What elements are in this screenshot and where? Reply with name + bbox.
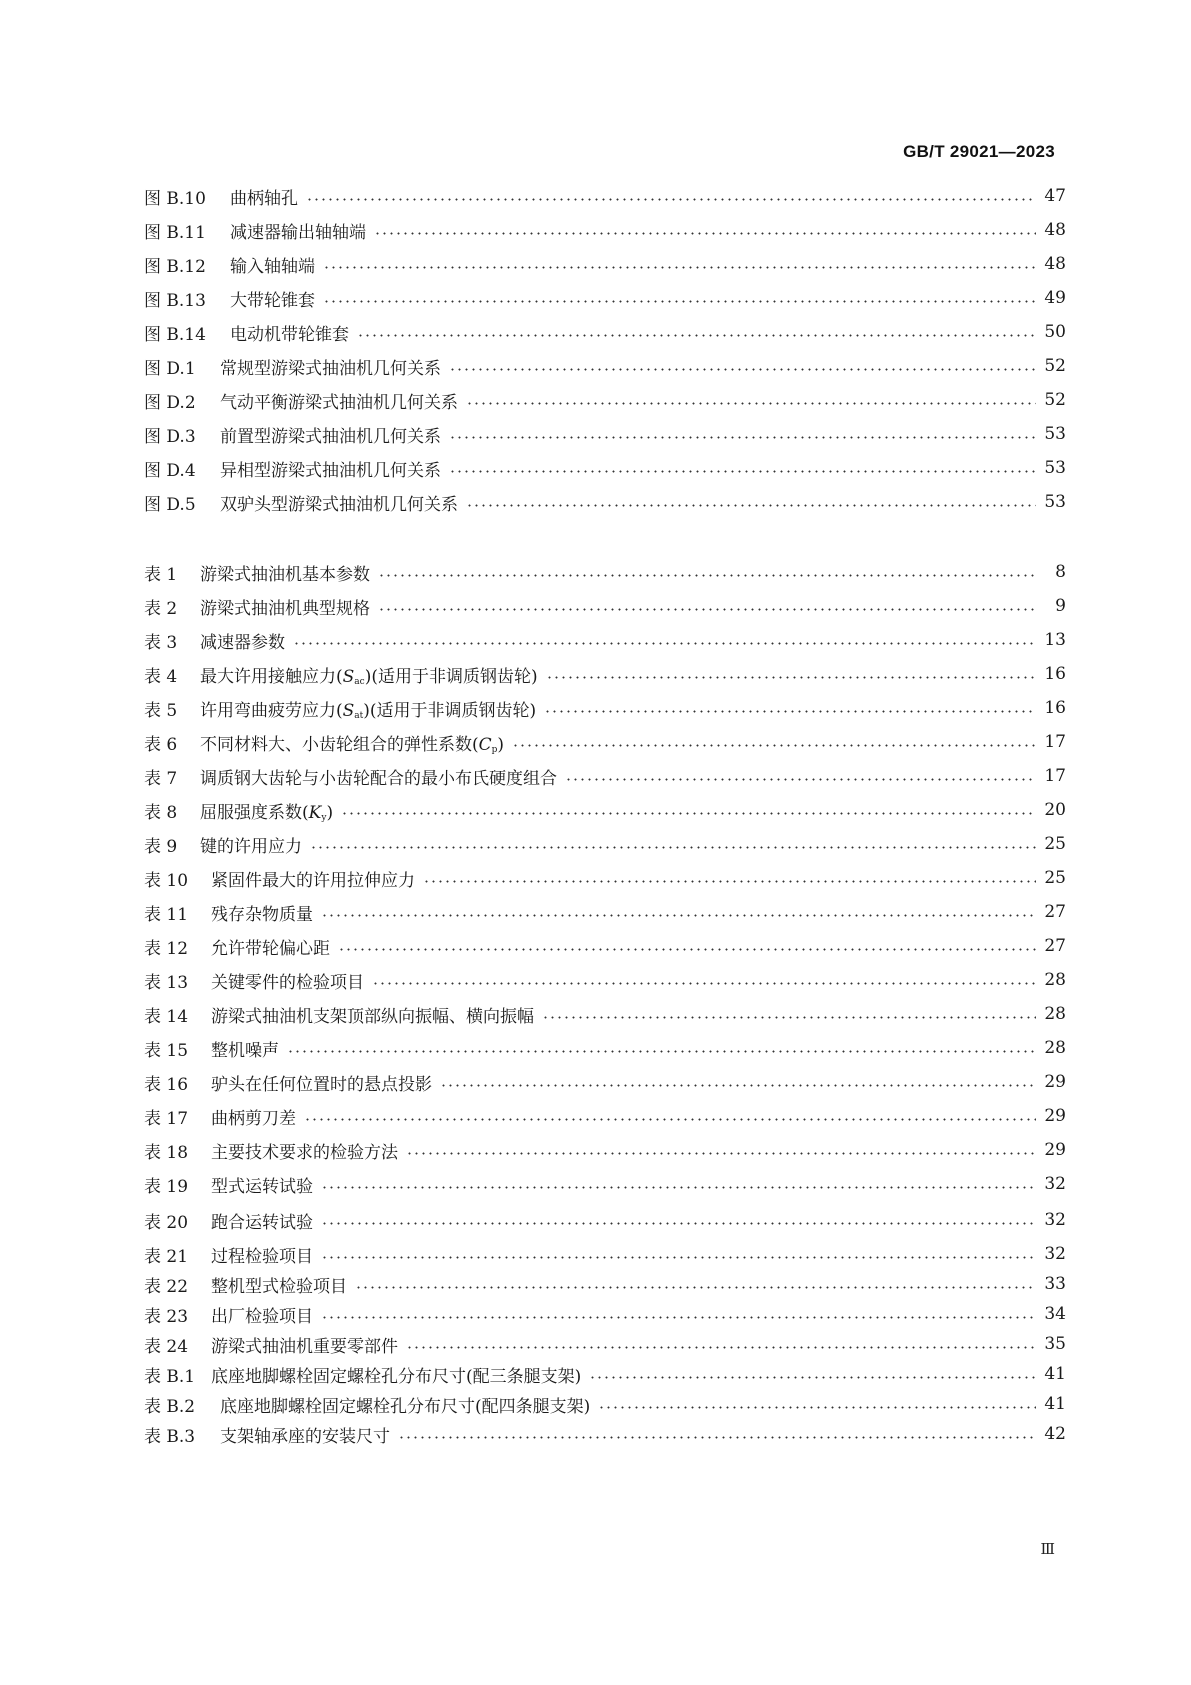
toc-entry[interactable]	[144, 594, 1066, 618]
toc-entry[interactable]	[144, 662, 1066, 686]
dot-leader	[466, 402, 1036, 405]
entry-page: 17	[1044, 766, 1066, 786]
dot-leader	[321, 1222, 1036, 1225]
entry-title: 气动平衡游梁式抽油机几何关系	[220, 392, 458, 413]
entry-page: 35	[1044, 1334, 1066, 1354]
toc-entry[interactable]	[144, 252, 1066, 276]
entry-page: 49	[1044, 288, 1066, 308]
entry-title: 调质钢大齿轮与小齿轮配合的最小布氏硬度组合	[200, 768, 557, 789]
toc-entry[interactable]	[144, 764, 1066, 788]
toc-entry[interactable]	[144, 1172, 1066, 1196]
entry-number: 表 B.3	[144, 1426, 196, 1447]
entry-page: 25	[1044, 868, 1066, 888]
toc-entry[interactable]	[144, 968, 1066, 992]
entry-number: 表 14	[144, 1006, 189, 1027]
entry-page: 53	[1044, 458, 1066, 478]
toc-entry[interactable]	[144, 184, 1066, 208]
toc-entry[interactable]	[144, 354, 1066, 378]
toc-entry[interactable]	[144, 934, 1066, 958]
toc-entry[interactable]	[144, 832, 1066, 856]
entry-page: 32	[1044, 1174, 1066, 1194]
dot-leader	[321, 1256, 1036, 1259]
entry-number: 表 B.1	[144, 1366, 196, 1387]
entry-page: 25	[1044, 834, 1066, 854]
dot-leader	[323, 266, 1036, 269]
dot-leader	[341, 812, 1036, 815]
toc-entry[interactable]	[144, 1422, 1066, 1446]
dot-leader	[440, 1084, 1036, 1087]
entry-number: 表 19	[144, 1176, 189, 1197]
entry-page: 17	[1044, 732, 1066, 752]
entry-number: 表 7	[144, 768, 178, 789]
toc-entry[interactable]	[144, 1332, 1066, 1356]
entry-page: 33	[1044, 1274, 1066, 1294]
dot-leader	[310, 846, 1036, 849]
dot-leader	[374, 232, 1036, 235]
entry-page: 34	[1044, 1304, 1066, 1324]
entry-number: 表 18	[144, 1142, 189, 1163]
entry-number: 图 B.11	[144, 222, 206, 243]
entry-number: 图 D.3	[144, 426, 196, 447]
entry-page: 32	[1044, 1244, 1066, 1264]
toc-entry[interactable]	[144, 1002, 1066, 1026]
dot-leader	[378, 574, 1036, 577]
dot-leader	[338, 948, 1036, 951]
entry-number: 表 8	[144, 802, 178, 823]
entry-number: 表 4	[144, 666, 178, 687]
toc-entry[interactable]	[144, 900, 1066, 924]
toc-entry[interactable]	[144, 798, 1066, 822]
entry-page: 28	[1044, 1004, 1066, 1024]
entry-title: 电动机带轮锥套	[230, 324, 349, 345]
entry-page: 48	[1044, 254, 1066, 274]
dot-leader	[466, 504, 1036, 507]
entry-page: 16	[1044, 664, 1066, 684]
entry-page: 27	[1044, 902, 1066, 922]
entry-title: 关键零件的检验项目	[211, 972, 364, 993]
entry-title: 屈服强度系数$(K_y)$	[200, 802, 334, 823]
entry-page: 8	[1055, 562, 1066, 582]
entry-page: 52	[1044, 356, 1066, 376]
entry-number: 表 B.2	[144, 1396, 196, 1417]
toc-entry[interactable]	[144, 1208, 1066, 1232]
toc-entry[interactable]	[144, 1362, 1066, 1386]
entry-page: 9	[1055, 596, 1066, 616]
toc-entry[interactable]	[144, 730, 1066, 754]
dot-leader	[398, 1436, 1036, 1439]
toc-entry[interactable]	[144, 490, 1066, 514]
entry-number: 表 23	[144, 1306, 189, 1327]
entry-number: 表 1	[144, 564, 178, 585]
dot-leader	[449, 368, 1036, 371]
toc-entry[interactable]	[144, 560, 1066, 584]
dot-leader	[323, 300, 1036, 303]
entry-title: 最大许用接触应力$(S_{ac})$(适用于非调质钢齿轮)	[200, 666, 538, 687]
toc-entry[interactable]	[144, 1302, 1066, 1326]
entry-title: 整机型式检验项目	[211, 1276, 347, 1297]
entry-page: 53	[1044, 424, 1066, 444]
entry-number: 图 D.2	[144, 392, 196, 413]
entry-number: 图 D.5	[144, 494, 196, 515]
toc-entry[interactable]	[144, 286, 1066, 310]
entry-number: 图 B.14	[144, 324, 206, 345]
entry-page: 48	[1044, 220, 1066, 240]
page-number: Ⅲ	[1040, 1540, 1055, 1558]
toc-entry[interactable]	[144, 388, 1066, 412]
entry-number: 表 11	[144, 904, 189, 925]
toc-entry[interactable]	[144, 1138, 1066, 1162]
entry-page: 16	[1044, 698, 1066, 718]
dot-leader	[306, 198, 1036, 201]
entry-number: 表 22	[144, 1276, 189, 1297]
entry-page: 50	[1044, 322, 1066, 342]
dot-leader	[546, 676, 1036, 679]
entry-number: 表 16	[144, 1074, 189, 1095]
entry-page: 42	[1044, 1424, 1066, 1444]
toc-entry[interactable]	[144, 1036, 1066, 1060]
standard-code: GB/T 29021—2023	[903, 142, 1055, 161]
entry-title: 主要技术要求的检验方法	[211, 1142, 398, 1163]
entry-number: 表 5	[144, 700, 178, 721]
entry-page: 29	[1044, 1072, 1066, 1092]
toc-entry[interactable]	[144, 1070, 1066, 1094]
toc-entry[interactable]	[144, 1242, 1066, 1266]
entry-page: 41	[1044, 1394, 1066, 1414]
toc-entry[interactable]	[144, 320, 1066, 344]
entry-page: 29	[1044, 1140, 1066, 1160]
dot-leader	[406, 1346, 1036, 1349]
entry-page: 28	[1044, 970, 1066, 990]
dot-leader	[449, 470, 1036, 473]
toc-entry[interactable]	[144, 866, 1066, 890]
entry-number: 表 15	[144, 1040, 189, 1061]
entry-title: 游梁式抽油机支架顶部纵向振幅、横向振幅	[211, 1006, 534, 1027]
entry-title: 允许带轮偏心距	[211, 938, 330, 959]
entry-page: 29	[1044, 1106, 1066, 1126]
entry-page: 20	[1044, 800, 1066, 820]
entry-title: 底座地脚螺栓固定螺栓孔分布尺寸(配四条腿支架)	[220, 1396, 591, 1417]
dot-leader	[423, 880, 1036, 883]
entry-page: 13	[1044, 630, 1066, 650]
dot-leader	[304, 1118, 1036, 1121]
entry-title: 减速器输出轴轴端	[230, 222, 366, 243]
entry-title: 游梁式抽油机基本参数	[200, 564, 370, 585]
toc-entry[interactable]	[144, 422, 1066, 446]
entry-number: 表 21	[144, 1246, 189, 1267]
toc-entry[interactable]	[144, 696, 1066, 720]
entry-title: 常规型游梁式抽油机几何关系	[220, 358, 441, 379]
entry-title: 整机噪声	[211, 1040, 279, 1061]
dot-leader	[287, 1050, 1036, 1053]
dot-leader	[372, 982, 1036, 985]
dot-leader	[293, 642, 1036, 645]
dot-leader	[598, 1406, 1036, 1409]
entry-title: 键的许用应力	[200, 836, 302, 857]
dot-leader	[406, 1152, 1036, 1155]
entry-page: 28	[1044, 1038, 1066, 1058]
entry-page: 27	[1044, 936, 1066, 956]
dot-leader	[589, 1376, 1036, 1379]
entry-title: 输入轴轴端	[230, 256, 315, 277]
entry-number: 图 B.10	[144, 188, 206, 209]
entry-title: 异相型游梁式抽油机几何关系	[220, 460, 441, 481]
entry-page: 32	[1044, 1210, 1066, 1230]
entry-number: 表 2	[144, 598, 178, 619]
entry-title: 许用弯曲疲劳应力$(S_{at})$(适用于非调质钢齿轮)	[200, 700, 537, 721]
entry-page: 41	[1044, 1364, 1066, 1384]
entry-number: 图 B.12	[144, 256, 206, 277]
entry-title: 支架轴承座的安装尺寸	[220, 1426, 390, 1447]
entry-page: 47	[1044, 186, 1066, 206]
entry-number: 表 17	[144, 1108, 189, 1129]
entry-title: 前置型游梁式抽油机几何关系	[220, 426, 441, 447]
entry-title: 曲柄轴孔	[230, 188, 298, 209]
entry-title: 大带轮锥套	[230, 290, 315, 311]
entry-title: 过程检验项目	[211, 1246, 313, 1267]
dot-leader	[449, 436, 1036, 439]
entry-page: 53	[1044, 492, 1066, 512]
toc-entry[interactable]	[144, 456, 1066, 480]
entry-title: 残存杂物质量	[211, 904, 313, 925]
entry-title: 游梁式抽油机重要零部件	[211, 1336, 398, 1357]
entry-number: 表 12	[144, 938, 189, 959]
entry-title: 减速器参数	[200, 632, 285, 653]
entry-title: 驴头在任何位置时的悬点投影	[211, 1074, 432, 1095]
entry-title: 曲柄剪刀差	[211, 1108, 296, 1129]
toc-entry[interactable]	[144, 628, 1066, 652]
entry-number: 表 24	[144, 1336, 189, 1357]
dot-leader	[544, 710, 1036, 713]
entry-title: 双驴头型游梁式抽油机几何关系	[220, 494, 458, 515]
entry-number: 表 10	[144, 870, 189, 891]
entry-title: 底座地脚螺栓固定螺栓孔分布尺寸(配三条腿支架)	[211, 1366, 582, 1387]
entry-number: 图 B.13	[144, 290, 206, 311]
entry-number: 图 D.1	[144, 358, 196, 379]
entry-number: 表 6	[144, 734, 178, 755]
dot-leader	[565, 778, 1036, 781]
entry-title: 紧固件最大的许用拉伸应力	[211, 870, 415, 891]
dot-leader	[512, 744, 1036, 747]
entry-number: 表 3	[144, 632, 178, 653]
entry-title: 出厂检验项目	[211, 1306, 313, 1327]
dot-leader	[355, 1286, 1036, 1289]
entry-title: 型式运转试验	[211, 1176, 313, 1197]
toc-entry[interactable]	[144, 1104, 1066, 1128]
entry-title: 游梁式抽油机典型规格	[200, 598, 370, 619]
entry-number: 表 13	[144, 972, 189, 993]
entry-title: 跑合运转试验	[211, 1212, 313, 1233]
dot-leader	[321, 1186, 1036, 1189]
entry-number: 表 20	[144, 1212, 189, 1233]
dot-leader	[321, 1316, 1036, 1319]
entry-page: 52	[1044, 390, 1066, 410]
toc-entry[interactable]	[144, 1272, 1066, 1296]
dot-leader	[357, 334, 1036, 337]
dot-leader	[321, 914, 1036, 917]
entry-number: 图 D.4	[144, 460, 196, 481]
dot-leader	[378, 608, 1036, 611]
toc-entry[interactable]	[144, 1392, 1066, 1416]
entry-title: 不同材料大、小齿轮组合的弹性系数$(C_p)$	[200, 734, 505, 755]
toc-entry[interactable]	[144, 218, 1066, 242]
entry-number: 表 9	[144, 836, 178, 857]
dot-leader	[542, 1016, 1036, 1019]
